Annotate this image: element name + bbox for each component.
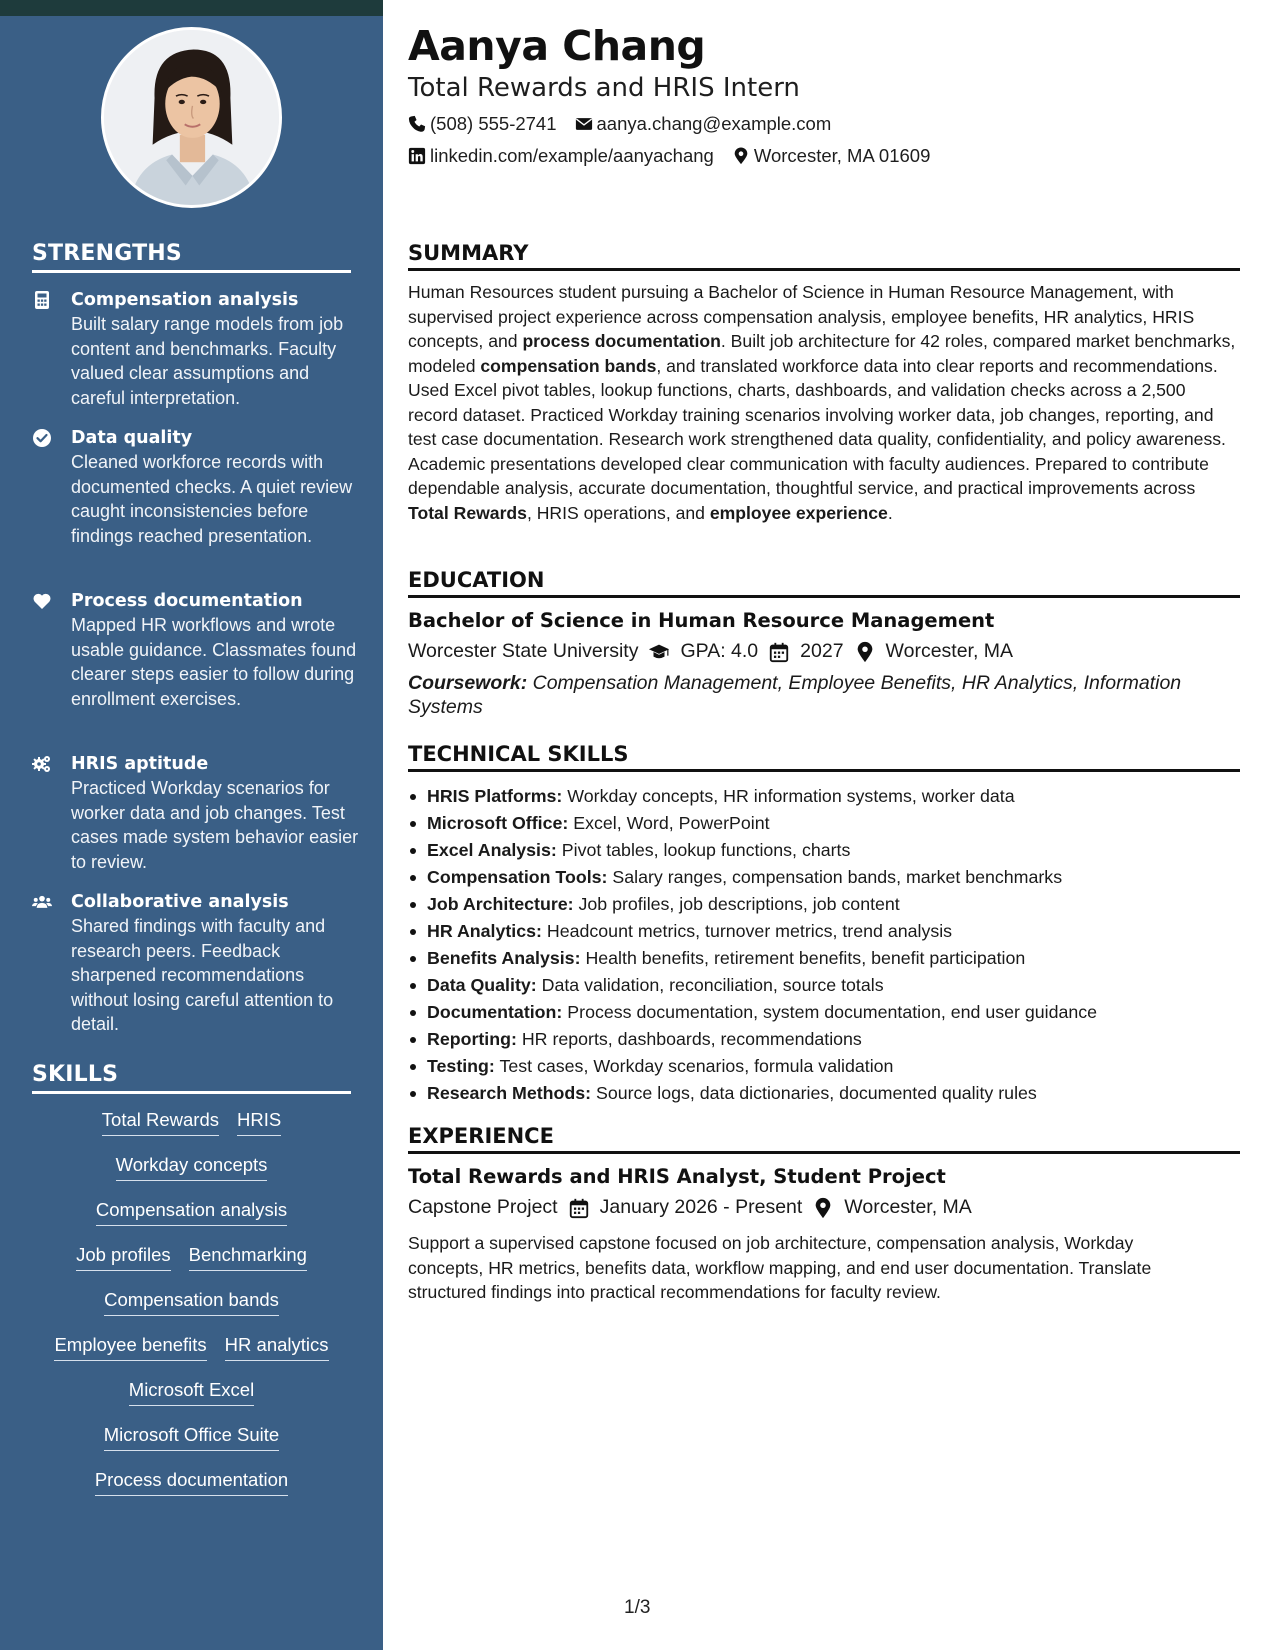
skills-row: [32, 1378, 351, 1423]
strength-title: Compensation analysis: [71, 290, 299, 310]
gears-icon: [32, 754, 52, 774]
skill-tag: Workday concepts: [116, 1153, 268, 1181]
users-icon: [32, 892, 52, 912]
skills-row: [32, 1243, 351, 1288]
strength-title: Collaborative analysis: [71, 892, 289, 912]
sidebar: [0, 0, 383, 1650]
skills-row: [32, 1423, 351, 1468]
phone-text: (508) 555-2741: [430, 113, 557, 134]
graduation-cap-icon: [648, 641, 670, 663]
skills-row: [32, 1108, 351, 1153]
technical-skills-list: [408, 783, 1240, 1107]
map-marker-icon: [732, 147, 750, 165]
skill-tag: HRIS: [237, 1108, 281, 1136]
skill-tag: Compensation bands: [104, 1288, 279, 1316]
linkedin-text: linkedin.com/example/aanyachang: [430, 145, 714, 166]
skill-tag: HR analytics: [225, 1333, 329, 1361]
summary-text: Human Resources student pursuing a Bachelor of Science in Human Resource Management, with supervised project experience across compensation analysis, employee benefits, HR analytics, HRIS concepts, and process documentation. Built job architecture for 42 roles, compared market benchmarks, modeled compensation bands, and translated workforce data into clear reports and recommendations. Used Excel pivot tables, lookup functions, charts, dashboards, and validation checks across a 2,500 record dataset. Practiced Workday training scenarios involving worker data, job changes, reporting, and test case documentation. Research work strengthened data quality, confidentiality, and policy awareness. Academic presentations developed clear communication with faculty audiences. Prepared to contribute dependable analysis, accurate documentation, thoughtful service, and practical improvements across Total Rewards, HRIS operations, and employee experience.: [408, 282, 1236, 523]
page-number: 1/3: [624, 1597, 651, 1618]
strength-description: Practiced Workday scenarios for worker data and job changes. Test cases made system behavior easier to review.: [71, 778, 359, 872]
list-item: Reporting: HR reports, dashboards, recommendations: [408, 1026, 1240, 1053]
check-circle-icon: [32, 428, 52, 448]
list-item: Testing: Test cases, Workday scenarios, formula validation: [408, 1053, 1240, 1080]
contact-location: [732, 145, 931, 167]
calendar-icon: [568, 1197, 590, 1219]
calendar-icon: [768, 641, 790, 663]
skills-row: [32, 1288, 351, 1333]
contact-row: [408, 145, 930, 167]
list-item: Data Quality: Data validation, reconciliation, source totals: [408, 972, 1240, 999]
skill-tag: Employee benefits: [54, 1333, 206, 1361]
education-location: Worcester, MA: [885, 640, 1014, 662]
job-dates: January 2026 - Present: [599, 1196, 803, 1218]
skills-row: [32, 1198, 351, 1243]
list-item: Microsoft Office: Excel, Word, PowerPoint: [408, 810, 1240, 837]
list-item: Excel Analysis: Pivot tables, lookup functions, charts: [408, 837, 1240, 864]
skill-tag: Process documentation: [95, 1468, 288, 1496]
list-item: Documentation: Process documentation, system documentation, end user guidance: [408, 999, 1240, 1026]
degree-title: Bachelor of Science in Human Resource Management: [408, 609, 995, 632]
map-marker-icon: [812, 1197, 834, 1219]
heart-icon: [32, 591, 52, 611]
job-organization: Capstone Project: [408, 1196, 558, 1218]
strength-description: Mapped HR workflows and wrote usable guidance. Classmates found clearer steps easier to follow during enrollment exercises.: [71, 615, 357, 709]
strength-item-data-quality: [32, 426, 362, 548]
strength-item-process-documentation: [32, 589, 362, 711]
experience-meta: [408, 1196, 972, 1219]
strength-description: Built salary range models from job content and benchmarks. Faculty valued clear assumptions and careful interpretation.: [71, 314, 344, 408]
skills-heading: SKILLS: [32, 1062, 351, 1094]
location-text: Worcester, MA 01609: [753, 145, 931, 166]
list-item: Compensation Tools: Salary ranges, compensation bands, market benchmarks: [408, 864, 1240, 891]
list-item: Research Methods: Source logs, data dictionaries, documented quality rules: [408, 1080, 1240, 1107]
education-heading: EDUCATION: [408, 568, 1240, 598]
coursework: Coursework: Compensation Management, Employee Benefits, HR Analytics, Information Systems: [408, 672, 1182, 718]
skill-tag: Total Rewards: [102, 1108, 219, 1136]
strength-description: Cleaned workforce records with documented checks. A quiet review caught inconsistencies before findings reached presentation.: [71, 452, 353, 546]
phone-icon: [408, 115, 426, 133]
technical-skills-heading: TECHNICAL SKILLS: [408, 742, 1240, 772]
experience-heading: EXPERIENCE: [408, 1124, 1240, 1154]
email-text: aanya.chang@example.com: [596, 113, 832, 134]
strength-title: Data quality: [71, 428, 193, 448]
profile-photo-image: [104, 30, 279, 205]
skill-tag: Job profiles: [76, 1243, 171, 1271]
skills-list: [32, 1108, 351, 1513]
contact-email[interactable]: [575, 113, 832, 135]
education-meta: [408, 640, 1013, 663]
job-title: Total Rewards and HRIS Analyst, Student Project: [408, 1165, 946, 1188]
graduation-year: 2027: [800, 640, 844, 662]
strengths-heading: STRENGTHS: [32, 241, 351, 273]
school-name: Worcester State University: [408, 640, 639, 662]
gpa-text: GPA: 4.0: [680, 640, 759, 662]
list-item: HRIS Platforms: Workday concepts, HR information systems, worker data: [408, 783, 1240, 810]
linkedin-icon: [408, 147, 426, 165]
job-description: Support a supervised capstone focused on job architecture, compensation analysis, Workday concepts, HR metrics, benefits data, workflow mapping, and end user documentation. Translate structured findings into practical recommendations for faculty review.: [408, 1233, 1152, 1302]
strength-item-compensation-analysis: [32, 288, 362, 410]
candidate-role: Total Rewards and HRIS Intern: [408, 73, 800, 103]
profile-photo: [101, 27, 282, 208]
job-location: Worcester, MA: [844, 1196, 972, 1218]
contact-linkedin[interactable]: [408, 145, 714, 167]
list-item: Benefits Analysis: Health benefits, retirement benefits, benefit participation: [408, 945, 1240, 972]
strength-title: Process documentation: [71, 591, 303, 611]
list-item: HR Analytics: Headcount metrics, turnover metrics, trend analysis: [408, 918, 1240, 945]
skills-row: [32, 1333, 351, 1378]
skill-tag: Microsoft Excel: [129, 1378, 254, 1406]
contact-row: [408, 113, 831, 135]
skill-tag: Compensation analysis: [96, 1198, 287, 1226]
sidebar-top-band: [0, 0, 383, 16]
skill-tag: Benchmarking: [189, 1243, 307, 1271]
list-item: Job Architecture: Job profiles, job descriptions, job content: [408, 891, 1240, 918]
skill-tag: Microsoft Office Suite: [104, 1423, 279, 1451]
skills-row: [32, 1153, 351, 1198]
skills-row: [32, 1468, 351, 1513]
summary-heading: SUMMARY: [408, 241, 1240, 271]
candidate-name: Aanya Chang: [408, 22, 706, 70]
envelope-icon: [575, 115, 593, 133]
strength-title: HRIS aptitude: [71, 754, 209, 774]
map-marker-icon: [854, 641, 876, 663]
contact-phone[interactable]: [408, 113, 557, 135]
strength-item-collaborative-analysis: [32, 890, 362, 1037]
strength-item-hris-aptitude: [32, 752, 362, 874]
calculator-icon: [32, 290, 52, 310]
strength-description: Shared findings with faculty and research peers. Feedback sharpened recommendations without losing careful attention to detail.: [71, 916, 334, 1034]
